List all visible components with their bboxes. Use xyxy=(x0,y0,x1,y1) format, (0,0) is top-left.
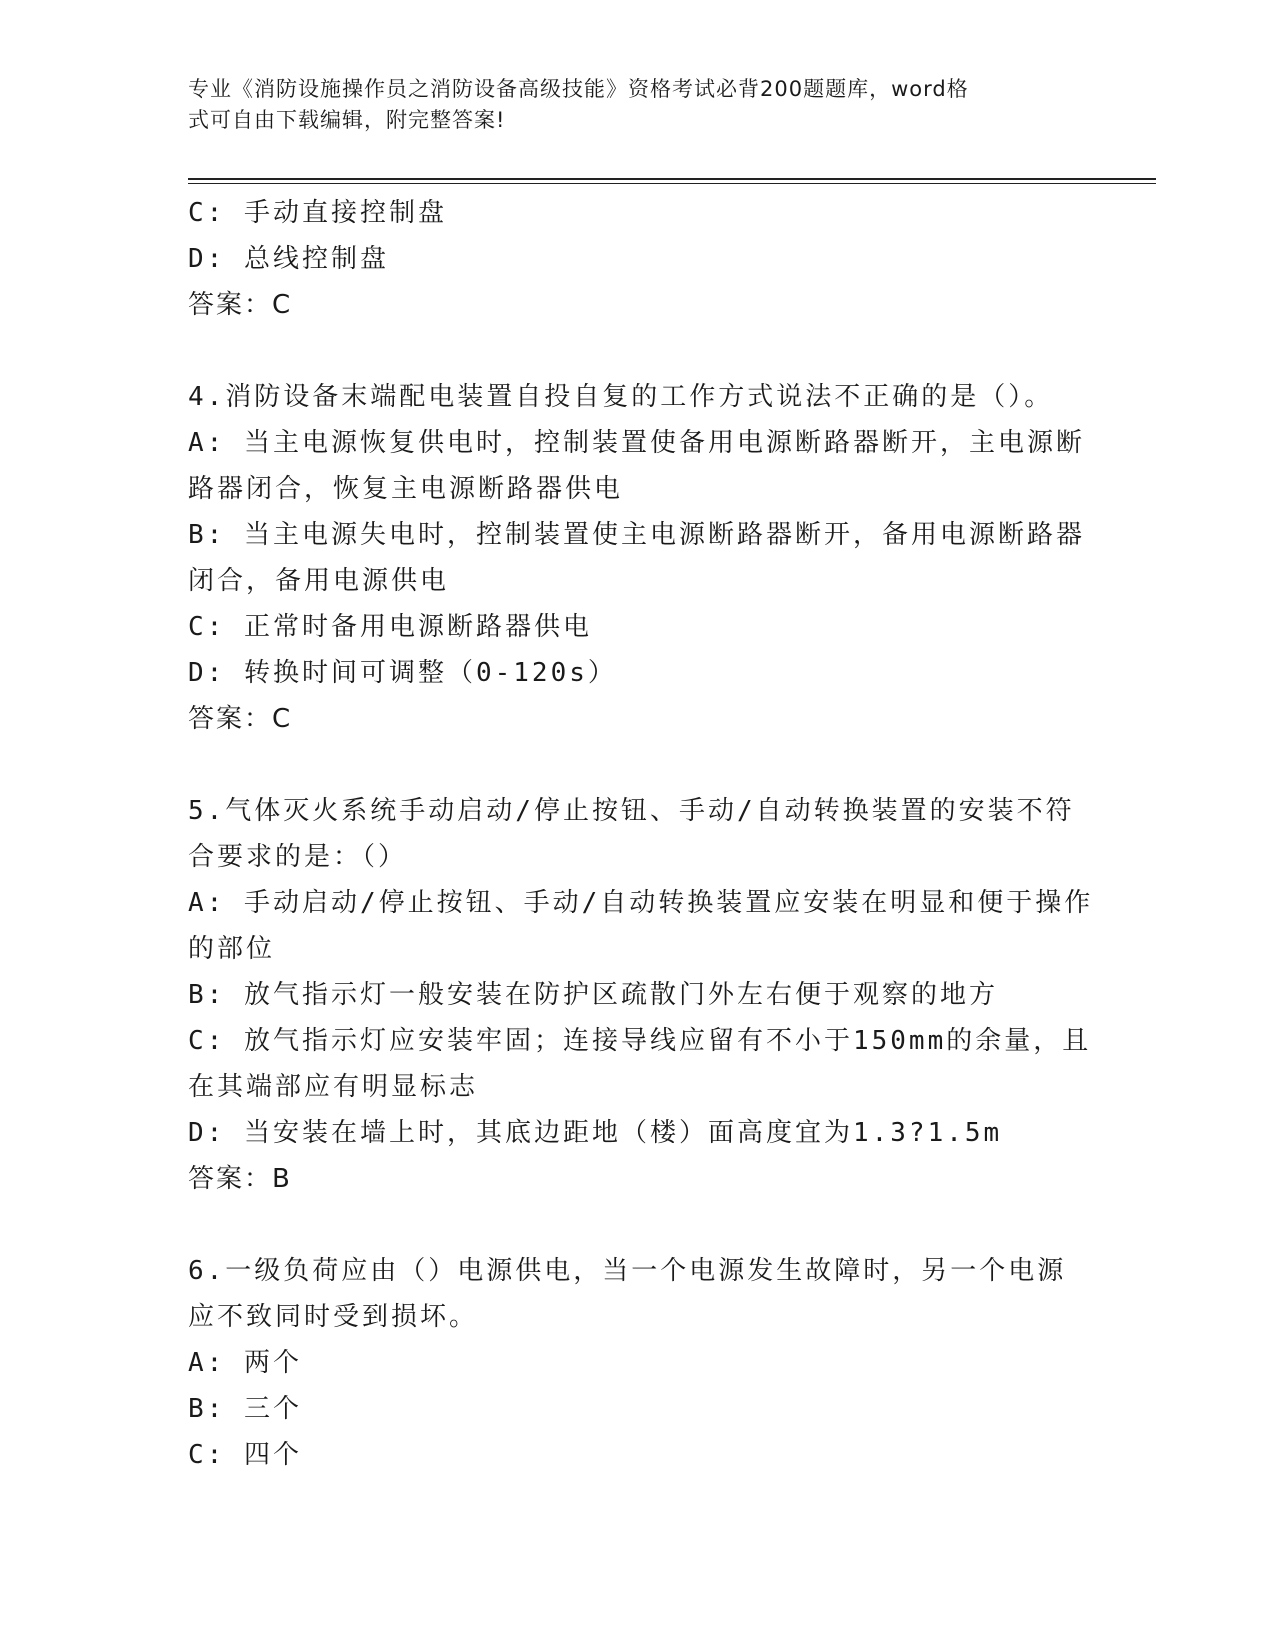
question-stem-continued: 合要求的是：（） xyxy=(188,842,408,872)
question-5 xyxy=(188,788,1094,1202)
option-b: B: 三个 xyxy=(188,1394,302,1424)
answer: 答案：C xyxy=(188,290,293,320)
header-line-1: 专业《消防设施操作员之消防设备高级技能》资格考试必背200题题库，word格 xyxy=(188,77,969,101)
option-d: D: 转换时间可调整（0-120s） xyxy=(188,658,617,688)
question-stem-continued: 应不致同时受到损坏。 xyxy=(188,1302,479,1332)
option-a: A: 两个 xyxy=(188,1348,302,1378)
option-d: D: 总线控制盘 xyxy=(188,244,389,274)
question-stem: 6.一级负荷应由（）电源供电，当一个电源发生故障时，另一个电源 xyxy=(188,1256,1067,1286)
answer: 答案：C xyxy=(188,704,293,734)
option-c: C: 四个 xyxy=(188,1440,302,1470)
question-3-tail xyxy=(188,190,1088,328)
header-line-2: 式可自由下载编辑，附完整答案! xyxy=(188,108,506,132)
option-a-continued: 路器闭合，恢复主电源断路器供电 xyxy=(188,474,624,504)
header-divider-thin xyxy=(188,183,1156,184)
option-a-continued: 的部位 xyxy=(188,934,276,964)
spacer xyxy=(188,328,1088,374)
document-header xyxy=(188,74,1088,136)
option-b-continued: 闭合，备用电源供电 xyxy=(188,566,450,596)
option-b: B: 当主电源失电时，控制装置使主电源断路器断开，备用电源断路器 xyxy=(188,520,1085,550)
question-4 xyxy=(188,374,1088,742)
question-6 xyxy=(188,1248,1088,1478)
spacer xyxy=(188,742,1088,788)
option-d: D: 当安装在墙上时，其底边距地（楼）面高度宜为1.3?1.5m xyxy=(188,1118,1003,1148)
question-stem: 5.气体灭火系统手动启动/停止按钮、手动/自动转换装置的安装不符 xyxy=(188,796,1075,826)
answer: 答案：B xyxy=(188,1164,292,1194)
question-list xyxy=(188,190,1094,1478)
spacer xyxy=(188,1202,1088,1248)
option-c: C: 手动直接控制盘 xyxy=(188,198,447,228)
option-c: C: 正常时备用电源断路器供电 xyxy=(188,612,592,642)
option-b: B: 放气指示灯一般安装在防护区疏散门外左右便于观察的地方 xyxy=(188,980,998,1010)
question-stem: 4.消防设备末端配电装置自投自复的工作方式说法不正确的是（）。 xyxy=(188,382,1054,412)
option-c-continued: 在其端部应有明显标志 xyxy=(188,1072,479,1102)
option-c: C: 放气指示灯应安装牢固；连接导线应留有不小于150mm的余量，且 xyxy=(188,1026,1092,1056)
header-divider-thick xyxy=(188,178,1156,180)
option-a: A: 手动启动/停止按钮、手动/自动转换装置应安装在明显和便于操作 xyxy=(188,888,1094,918)
option-a: A: 当主电源恢复供电时，控制装置使备用电源断路器断开，主电源断 xyxy=(188,428,1085,458)
